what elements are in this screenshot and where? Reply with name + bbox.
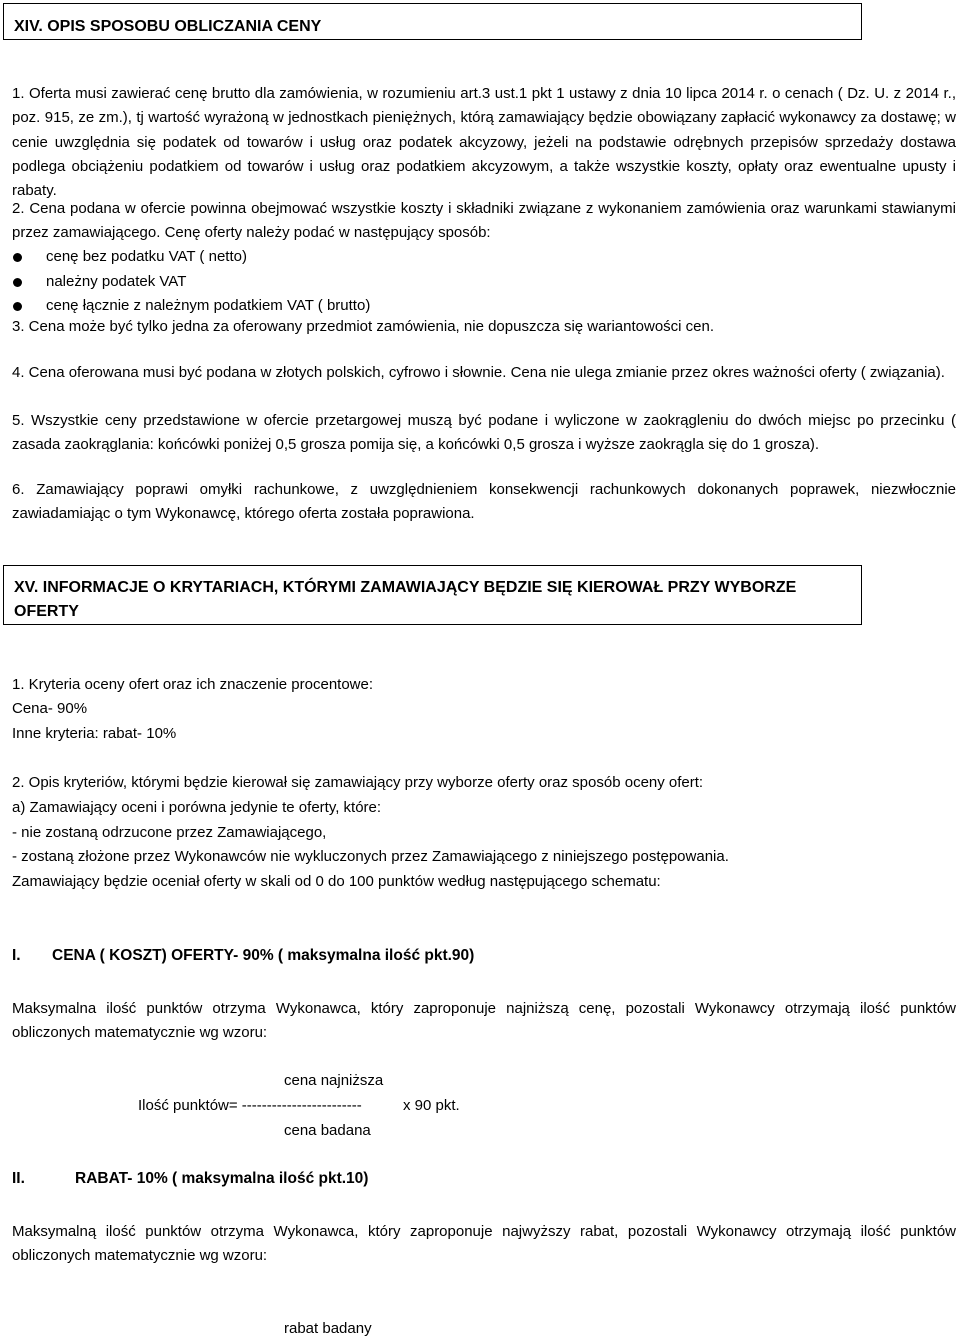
list-item: należny podatek VAT (12, 270, 370, 295)
criterion-2-text: Maksymalną ilość punktów otrzyma Wykonawca, który zaproponuje najwyższy rabat, pozostali Wykonawcy otrzymają ilość punktów obliczonych matematycznie wg wzoru: (12, 1223, 956, 1265)
list-item: cenę bez podatku VAT ( netto) (12, 245, 370, 270)
section-15-title: XV. INFORMACJE O KRYTARIACH, KTÓRYMI ZAMAWIAJĄCY BĘDZIE SIĘ KIEROWAŁ PRZY WYBORZE OFERTY (14, 579, 797, 620)
criterion-1-text: Maksymalna ilość punktów otrzyma Wykonawca, który zaproponuje najniższą cenę, pozostali Wykonawcy otrzymają ilość punktów obliczonych matematycznie wg wzoru: (12, 1000, 956, 1042)
description-dash-1: - nie zostaną odrzucone przez Zamawiającego, (12, 824, 327, 841)
formula-1-left: Ilość punktów= ------------------------ (138, 1097, 362, 1114)
criteria-price: Cena- 90% (12, 700, 88, 717)
description-scale: Zamawiający będzie oceniał oferty w skali od 0 do 100 punktów według następującego schematu: (12, 873, 661, 890)
paragraph-3: 3. Cena może być tylko jedna za oferowany przedmiot zamówienia, nie dopuszcza się wariantowości cen. (12, 318, 715, 335)
paragraph-5: 5. Wszystkie ceny przedstawione w ofercie przetargowej muszą być podane i wyliczone w zaokrągleniu do dwóch miejsc po przecinku ( zasada zaokrąglania: końcówki poniżej 0,5 grosza pomija się, a końcówki 0,5 grosza i wyższe zaokrągla się do 1 grosza). (12, 412, 956, 454)
list-item: cenę łącznie z należnym podatkiem VAT ( brutto) (12, 294, 370, 319)
paragraph-4: 4. Cena oferowana musi być podana w złotych polskich, cyfrowo i słownie. Cena nie ulega zmianie przez okres ważności oferty ( związania). (12, 364, 945, 381)
criterion-2-number: II. (12, 1170, 25, 1187)
formula-1-numerator: cena najniższa (284, 1072, 384, 1089)
criterion-1-title: CENA ( KOSZT) OFERTY- 90% ( maksymalna ilość pkt.90) (52, 947, 475, 964)
criterion-1-heading (12, 947, 474, 965)
paragraph-1: 1. Oferta musi zawierać cenę brutto dla zamówienia, w rozumieniu art.3 ust.1 pkt 1 ustawy z dnia 10 lipca 2014 r. o cenach ( Dz. U. z 2014 r., poz. 915, ze zm.), tj wartość wyrażoną w jednostkach pieniężnych, którą zamawiający będzie obowiązany zapłacić wykonawcy za dostawę; w cenie uwzględnia się podatek od towarów i usług oraz podatek akcyzowy, jeżeli na podstawie odrębnych przepisów sprzedaży dostawa podlega obciążeniu podatkiem od towarów i usług oraz podatkiem akcyzowym, a także wszystkie koszty, opłaty oraz ewentualne upusty i rabaty. (12, 85, 956, 200)
description-intro: 2. Opis kryteriów, którymi będzie kierował się zamawiający przy wyborze oferty oraz sposób oceny ofert: (12, 774, 704, 791)
section-15-heading (3, 565, 862, 625)
section-14-title: XIV. OPIS SPOSOBU OBLICZANIA CENY (14, 18, 322, 35)
criterion-1-number: I. (12, 947, 21, 964)
criterion-2-title: RABAT- 10% ( maksymalna ilość pkt.10) (75, 1170, 369, 1187)
criterion-2-heading (12, 1170, 368, 1188)
price-components-list (12, 245, 370, 319)
description-dash-2: - zostaną złożone przez Wykonawców nie wykluczonych przez Zamawiającego z niniejszego postępowania. (12, 848, 729, 865)
paragraph-6: 6. Zamawiający poprawi omyłki rachunkowe, z uwzględnieniem konsekwencji rachunkowych dokonanych poprawek, niezwłocznie zawiadamiając o tym Wykonawcę, którego oferta została poprawiona. (12, 481, 956, 523)
formula-1-denominator: cena badana (284, 1122, 371, 1139)
criteria-intro: 1. Kryteria oceny ofert oraz ich znaczenie procentowe: (12, 676, 374, 693)
description-a: a) Zamawiający oceni i porówna jedynie te oferty, które: (12, 799, 382, 816)
section-14-heading (3, 3, 862, 40)
paragraph-2: 2. Cena podana w ofercie powinna obejmować wszystkie koszty i składniki związane z wykonaniem zamówienia oraz warunkami stawianymi przez zamawiającego. Cenę oferty należy podać w następujący sposób: (12, 200, 956, 242)
criteria-other: Inne kryteria: rabat- 10% (12, 725, 177, 742)
formula-1-multiplier: x 90 pkt. (403, 1097, 460, 1114)
formula-2-numerator: rabat badany (284, 1320, 372, 1337)
